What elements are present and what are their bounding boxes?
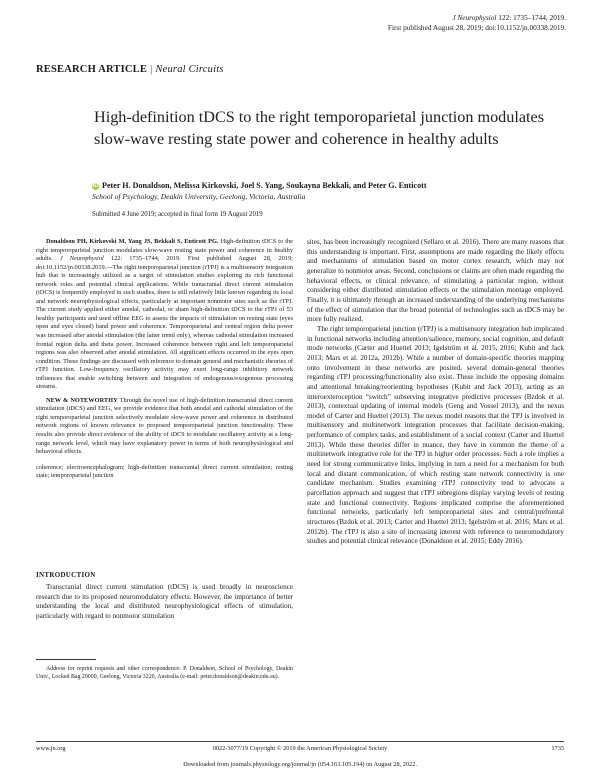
running-header	[388, 13, 566, 33]
authors-text: Peter H. Donaldson, Melissa Kirkovski, Joel S. Yang, Soukayna Bekkali, and Peter G. Enticott	[102, 181, 427, 190]
affiliation: School of Psychology, Deakin University, Geelong, Victoria, Australia	[92, 192, 306, 201]
first-published: First published August 28, 2019; doi:10.1152/jn.00338.2019.	[387, 23, 566, 32]
correspondence-footnote: Address for reprint requests and other correspondence: P. Donaldson, School of Psychology, Deakin Univ., Locked Bag 20000, Geelong, Victoria 3220, Australia (e-mail: peter.donaldson@deakin.edu.au).	[36, 666, 293, 680]
introduction-text: Transcranial direct current stimulation (tDCS) is used broadly in neuroscience research due to its proposed neuromodulatory effects. However, the importance of better understanding the local and distributed neurophysiological effects of stimulation, particularly with regard to nonmotor stimulation	[36, 583, 293, 620]
paragraph-2: The right temporoparietal junction (rTPJ) is a multisensory integration hub implicated in functional networks including attention/salience, memory, social cognition, and default mode networks (Carter and Huettel 2013; Igelström et al. 2015, 2016; Kubit and Jack 2013; Mars et al. 2012a, 2012b). While a number of domain-specific theories mapping onto involvement in these networks are posited, several domain-general theories regarding rTPJ processing/functionality also exist. These include the opposing domains and attentional breaking/reorienting hypotheses (Kubit and Jack 2013), acting as an interoexteroception “switch” subserving integrative predictive processes (Bzdok et al. 2013), contextual updating of internal models (Geng and Vossel 2013), and the nexus model of Carter and Huettel (2013). The nexus model reasons that the TPJ is involved in multisensory and multinetwork integration processes that facilitate decision-making, performance of complex tasks, and establishment of a social context (Carter and Huettel 2013). While these theories differ in nuance, they have in common the theme of a multinetwork integrative role for the TPJ in higher order processes. Such a role implies a need for strong communicative links, implying in turn a need for a mechanism for both local and distant communication, of which resting state network connectivity is one candidate mechanism. Studies examining rTPJ connectivity tend to advocate a parcellation approach and suggest that rTPJ subregions display varying levels of resting state and functional connectivity. Regions implicated comprise the aforementioned functional networks, particularly left temporoparietal sites and central/prefrontal structures (Bzdok et al. 2013; Carter and Huettel 2013; Igelström et al. 2016; Mars et al. 2012b). The rTPJ is also a site of increasing interest with reference to neuromodulatory studies and potential clinical relevance (Donaldson et al. 2015; Eddy 2016).	[307, 324, 564, 546]
abstract-column	[36, 238, 293, 481]
footer-divider	[36, 741, 564, 742]
orcid-icon[interactable]: iD	[93, 182, 98, 189]
download-notice: Downloaded from journals.physiology.org/journal/jn (054.163.105.194) on August 28, 2022.	[183, 761, 417, 768]
footer-copyright: 0022-3077/19 Copyright © 2019 the American Physiological Society	[212, 745, 388, 752]
submission-dates: Submitted 4 June 2019; accepted in final form 19 August 2019	[92, 211, 263, 218]
journal-name: J Neurophysiol	[452, 13, 497, 22]
abstract-citation-title: High-definition tDCS to the right temporoparietal junction modulates slow-wave resting state power and coherence in healthy adults.	[36, 238, 293, 263]
section-separator: |	[150, 64, 153, 75]
author-list	[92, 180, 572, 191]
new-noteworthy-label: NEW & NOTEWORTHY	[46, 396, 118, 404]
new-noteworthy-text: Through the novel use of high-definition transcranial direct current stimulation (tDCS) and EEG, we provide evidence that both anodal and cathodal stimulation of the right temporoparietal junction selectively modulate slow-wave power and coherence in distributed network regions of known relevance to proposed temporoparietal junction functionality. These results also provide direct evidence of the ability of tDCS to modulate oscillatory activity at a long-range network level, which may have explanatory power in terms of both neurophysiological and behavioral effects.	[36, 396, 294, 456]
article-title: High-definition tDCS to the right temporoparietal junction modulates slow-wave resting state power and coherence in healthy adults	[94, 108, 545, 148]
footer-website-link[interactable]: www.jn.org	[36, 745, 66, 752]
citation: 122: 1735–1744, 2019.	[498, 13, 566, 22]
abstract-citation-authors: Donaldson PH, Kirkovski M, Yang JS, Bekkali S, Enticott PG.	[46, 238, 219, 245]
abstract	[36, 238, 293, 392]
section-label	[36, 64, 224, 75]
new-noteworthy	[36, 397, 293, 457]
keywords: coherence; electroencephalogram; high-definition transcranial direct current stimulation; resting state; temporoparietal junction	[36, 463, 293, 480]
paragraph-1: sites, has been increasingly recognized (Sellaro et al. 2016). There are many reasons that this understanding is important. First, assumptions are made regarding the likely effects and mechanisms of stimulation based on motor cortex research, which may not generalize to nonmotor areas. Second, conclusions or claims are often made regarding the behavioral effects, or clinical relevance, of stimulating a particular region, without considering either distributed stimulation effects or the stimulation montage employed. Finally, it is ultimately through an increased understanding of the underlying mechanisms of the effect of stimulation that the broad potential of technologies such as tDCS may be more fully realized.	[307, 238, 564, 324]
footnote-divider	[36, 659, 96, 660]
introduction-heading: INTRODUCTION	[36, 571, 96, 579]
body-right-column	[307, 238, 564, 547]
article-type: RESEARCH ARTICLE	[36, 64, 148, 75]
page-number: 1735	[551, 745, 564, 752]
abstract-citation-journal: J Neurophysiol	[59, 255, 104, 263]
article-category: Neural Circuits	[155, 64, 224, 75]
abstract-text: 122: 1735–1744, 2019. First published August 28, 2019; doi:10.1152/jn.00338.2019.—The right temporoparietal junction (rTPJ) is a multisensory integration hub that is increasingly utilized as a target of stimulation studies exploring its rich functional network roles and potential clinical applications. While transcranial direct current stimulation (tDCS) is frequently employed in such studies, there is still relatively little known regarding its local and network neurophysiological effects, particularly at important nonmotor sites such as the rTPJ. The current study applied either anodal, cathodal, or sham high-definition tDCS to the rTPJ of 53 healthy participants and used offline EEG to assess the impacts of stimulation on resting state (eyes open and eyes closed) band power and coherence. Temporoparietal and central region delta power was increased after anodal stimulation (the latter trend only), whereas cathodal stimulation increased frontal region delta and theta power. Increased coherence between right and left temporoparietal regions was also observed after anodal stimulation. All significant effects occurred in the eyes open condition. These findings are discussed with reference to domain general and mechanistic theories of rTPJ function. Low-frequency oscillatory activity may exert long-range inhibitory network influences that enable switching between and integration of endogenous/exogenous processing streams.	[36, 255, 294, 391]
